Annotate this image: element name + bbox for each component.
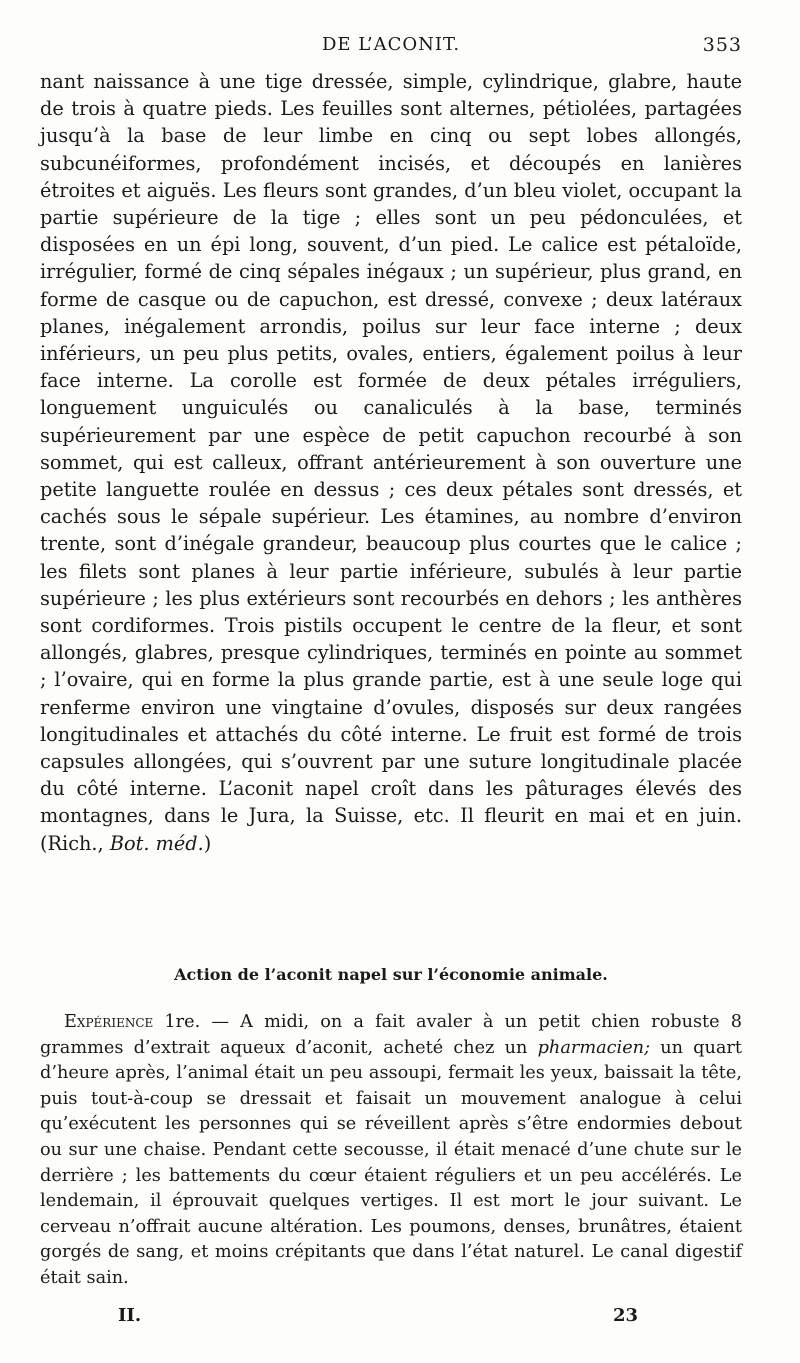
volume-mark: II. <box>118 1305 142 1326</box>
experiment-section <box>40 1010 742 1292</box>
citation-title: Bot. méd. <box>109 831 204 855</box>
running-head <box>40 34 742 58</box>
description-paragraph <box>40 68 742 857</box>
signature-number: 23 <box>612 1305 638 1326</box>
page-footer <box>118 1305 638 1331</box>
citation-close: ) <box>203 831 212 855</box>
experiment-label: Expérience <box>64 1012 154 1032</box>
experiment-text-end: un quart d’heure après, l’animal était un peu assoupi, fermait les yeux, baissait la tête, puis tout-à-coup se dressait et faisait un mouvement analogue à celui qu’exécutent les personnes qui se réveillent après s’être endormies debout ou sur une chaise. Pendant cette secousse, il était menacé d’une chute sur le derrière ; les battements du cœur étaient réguliers et un peu accélérés. Le lendemain, il éprouvait quelques vertiges. Il est mort le jour suivant. Le cerveau n’offrait aucune altération. Les poumons, denses, brunâtres, étaient gorgés de sang, et moins crépitants que dans l’état naturel. Le canal digestif était sain. <box>40 1037 742 1288</box>
experiment-number: 1re. <box>164 1012 201 1032</box>
running-title: DE L’ACONIT. <box>321 34 461 55</box>
experiment-paragraph <box>40 1010 742 1292</box>
page-number: 353 <box>702 34 742 56</box>
experiment-italic-word: pharmacien; <box>537 1037 651 1058</box>
experiment-text-start: — A midi, on a fait avaler à un petit chien robuste 8 grammes d’extrait aqueux d’aconit, acheté chez un <box>40 1012 743 1058</box>
description-text: nant naissance à une tige dressée, simple, cylindrique, glabre, haute de trois à quatre pieds. Les feuilles sont alternes, pétiolées, partagées jusqu’à la base de leur limbe en cinq ou sept lobes allongés, subcunéiformes, profondément incisés, et découpés en lanières étroites et aiguës. Les fleurs sont grandes, d’un bleu violet, occupant la partie supérieure de la tige ; elles sont un peu pédonculées, et disposées en un épi long, souvent, d’un pied. Le calice est pétaloïde, irrégulier, formé de cinq sépales inégaux ; un supérieur, plus grand, en forme de casque ou de capuchon, est dressé, convexe ; deux latéraux planes, inégalement arrondis, poilus sur leur face interne ; deux inférieurs, un peu plus petits, ovales, entiers, également poilus à leur face interne. La corolle est formée de deux pétales irréguliers, longuement unguiculés ou canaliculés à la base, terminés supérieurement par une espèce de petit capuchon recourbé à son sommet, qui est calleux, offrant antérieurement à son ouverture une petite languette roulée en dessus ; ces deux pétales sont dressés, et cachés sous le sépale supérieur. Les étamines, au nombre d’environ trente, sont d’inégale grandeur, beaucoup plus courtes que le calice ; les filets sont planes à leur partie inférieure, subulés à leur partie supérieure ; les plus extérieurs sont recourbés en dehors ; les anthères sont cordiformes. Trois pistils occupent le centre de la fleur, et sont allongés, glabres, presque cylindriques, terminés en pointe au sommet ; l’ovaire, qui en forme la plus grande partie, est à une seule loge qui renferme environ une vingtaine d’ovules, disposés sur deux rangées longitudinales et attachés du côté interne. Le fruit est formé de trois capsules allongées, qui s’ouvrent par une suture longitudinale placée du côté interne. L’aconit napel croît dans les pâturages élevés des montagnes, dans le Jura, la Suisse, etc. Il fleurit en mai et en juin. (Rich., <box>40 70 742 855</box>
section-heading: Action de l’aconit napel sur l’économie animale. <box>174 965 608 984</box>
botanical-description <box>40 68 742 857</box>
